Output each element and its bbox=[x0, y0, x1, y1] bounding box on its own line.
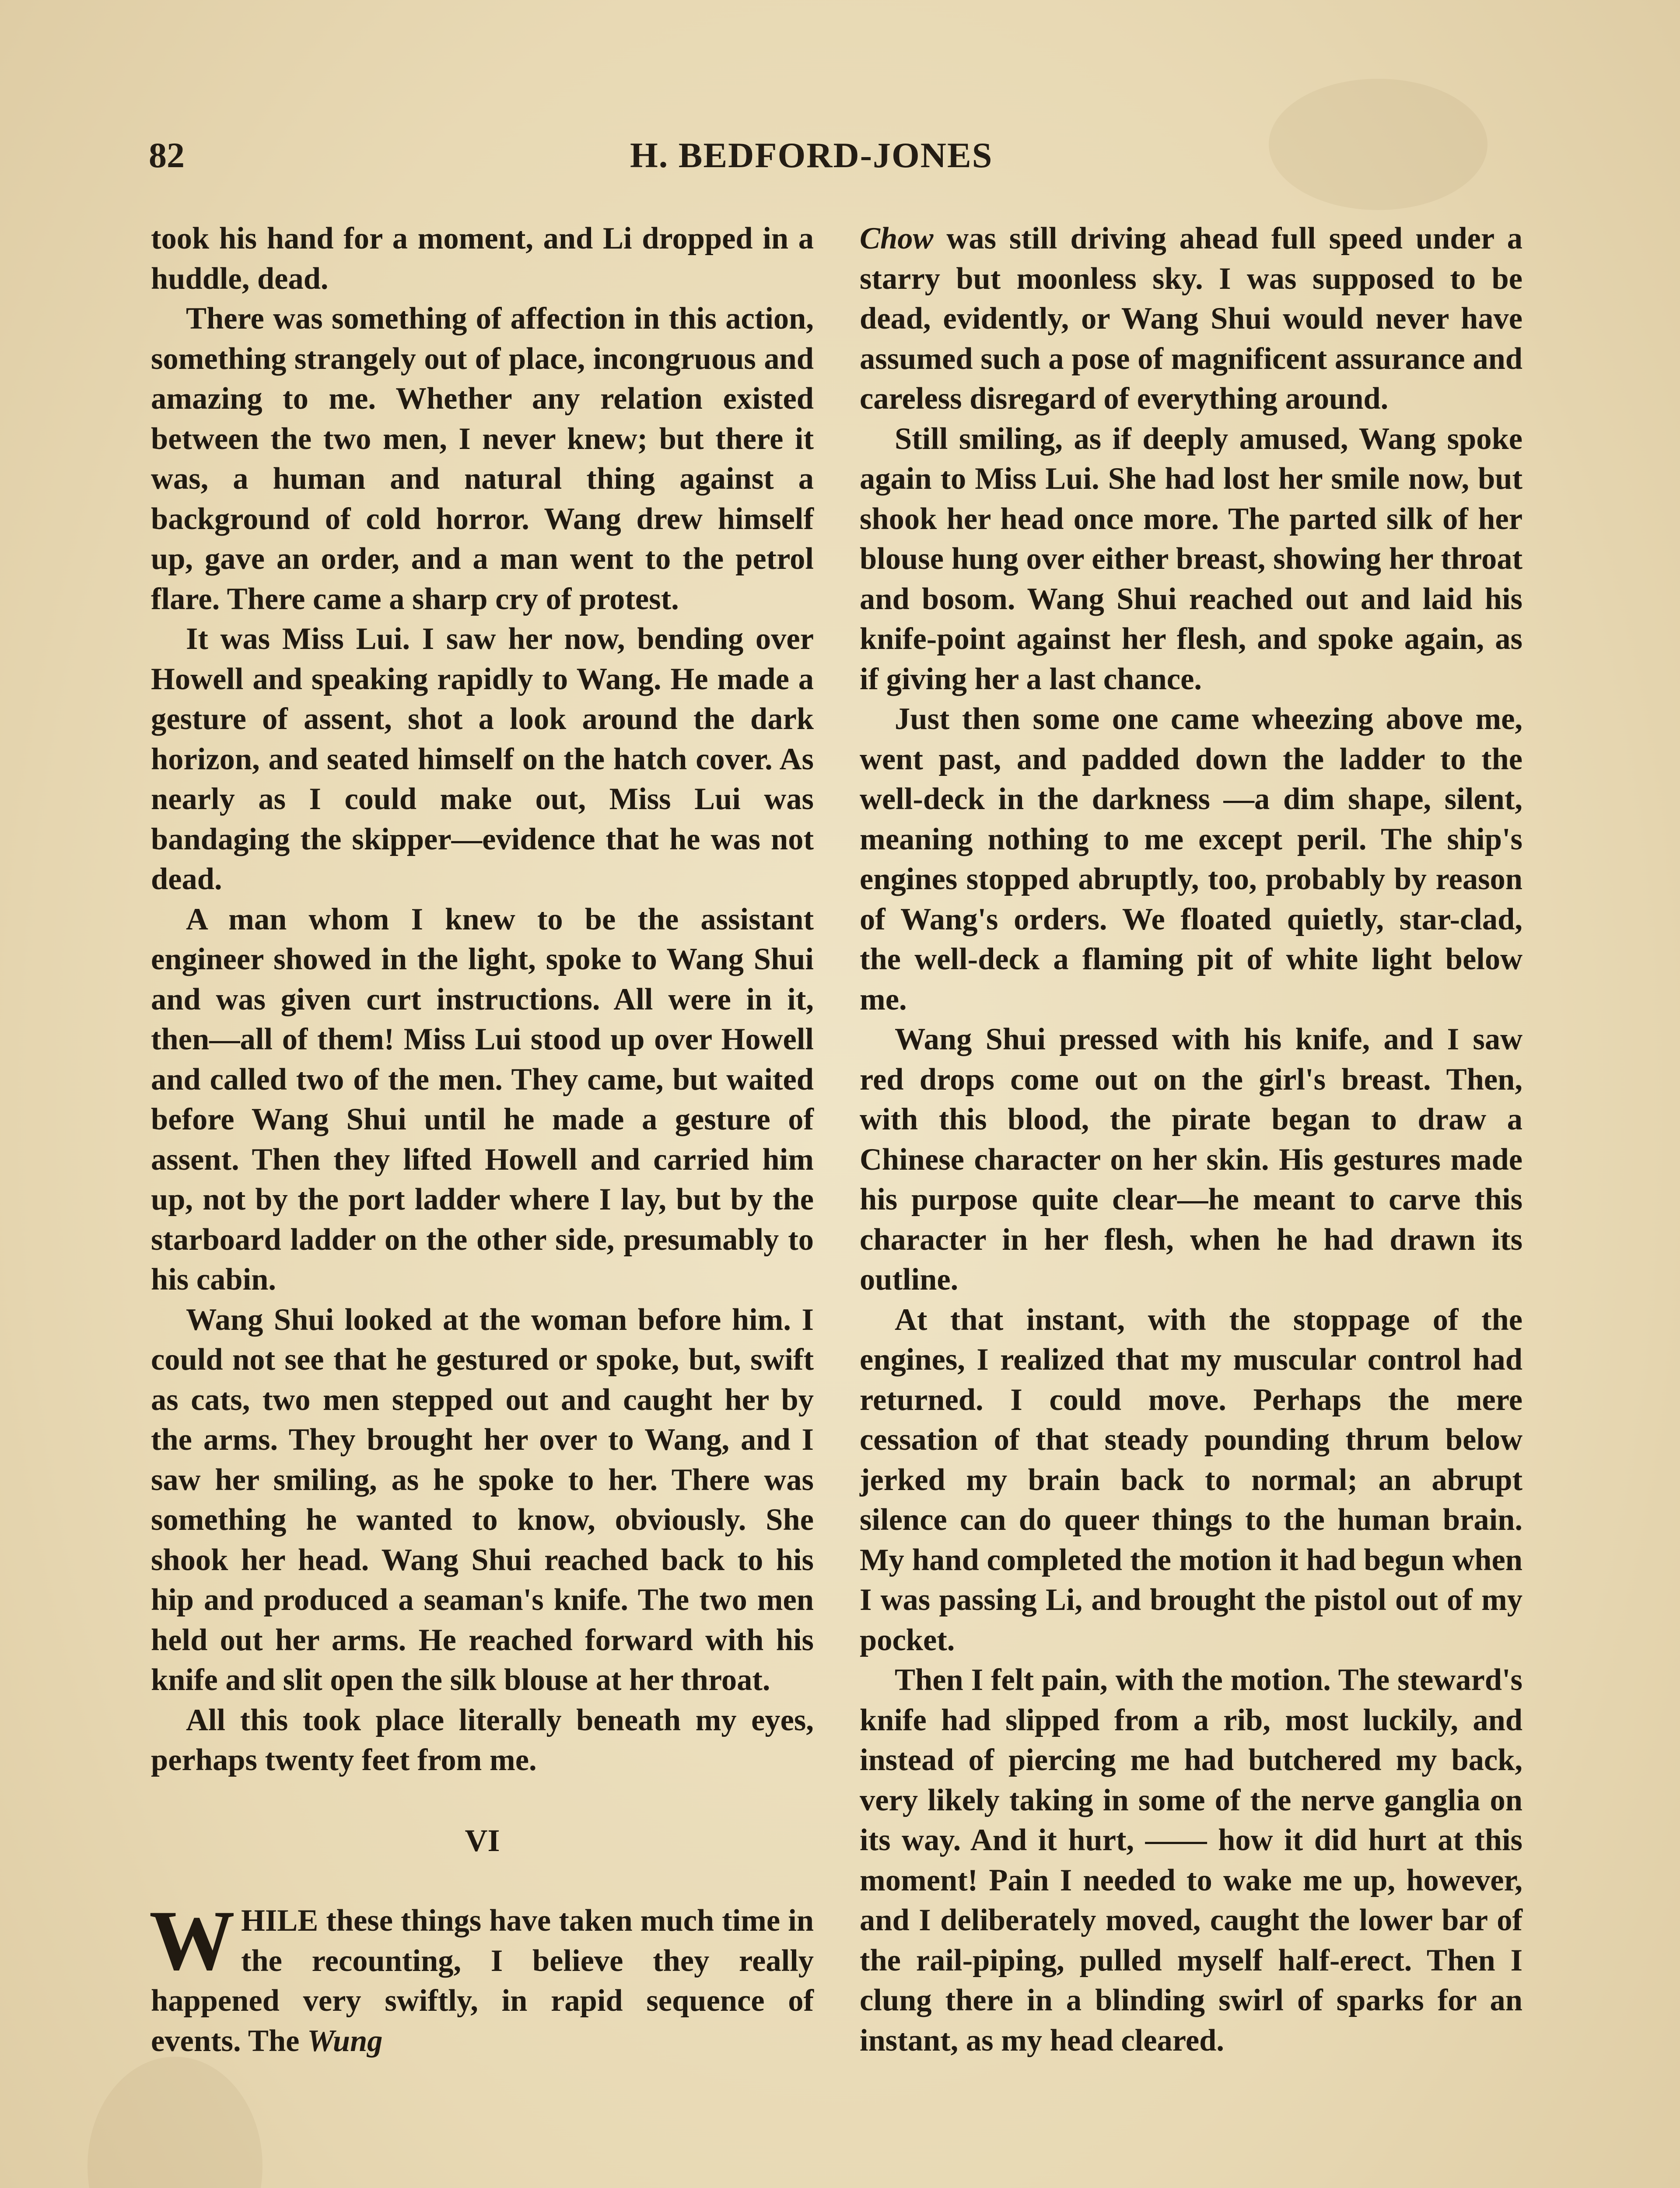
right-column bbox=[860, 219, 1522, 2061]
left-column bbox=[151, 219, 814, 2061]
running-head: H. BEDFORD-JONES bbox=[630, 135, 993, 175]
paragraph: Wang Shui pressed with his knife, and I saw red drops come out on the girl's breast. Then, with this blood, the pirate began to draw a Chinese character on her skin. His gestures made his purpose quite clear—he meant to carve this character in her flesh, when he had drawn its outline. bbox=[860, 1022, 1522, 1297]
paragraph: Still smiling, as if deeply amused, Wang spoke again to Miss Lui. She had lost her smile now, but shook her head once more. The parted silk of her blouse hung over either breast, showing her throat and bosom. Wang Shui reached out and laid his knife-point against her flesh, and spoke again, as if giving her a last chance. bbox=[860, 421, 1522, 696]
paragraph: A man whom I knew to be the assistant engineer showed in the light, spoke to Wang Shui and was given curt instructions. All were in it, then—all of them! Miss Lui stood up over Howell and called two of the men. They came, but waited before Wang Shui until he made a gesture of assent. Then they lifted Howell and carried him up, not by the port ladder where I lay, but by the starboard ladder on the other side, presumably to his cabin. bbox=[151, 902, 814, 1297]
ship-name: Wung bbox=[307, 2023, 383, 2058]
ship-name: Chow bbox=[860, 221, 934, 256]
small-caps-word: HILE bbox=[241, 1904, 318, 1938]
paragraph-text: these things have taken much time in the recounting, I believe they really happened very swiftly, in rapid sequence of events. The bbox=[151, 1904, 814, 2058]
paragraph: It was Miss Lui. I saw her now, bending over Howell and speaking rapidly to Wang. He made a gesture of assent, shot a look around the dark horizon, and seated himself on the hatch cover. As nearly as I could make out, Miss Lui was bandaging the skipper—evidence that he was not dead. bbox=[151, 622, 814, 896]
page-number: 82 bbox=[149, 135, 185, 175]
paragraph: Then I felt pain, with the motion. The steward's knife had slipped from a rib, most luckily, and instead of piercing me had butchered my back, very likely taking in some of the nerve ganglia on its way. And it hurt, —— how it did hurt at this moment! Pain I needed to wake me up, however, and I deliberately moved, caught the lower bar of the rail-piping, pulled myself half-erect. Then I clung there in a blinding swirl of sparks for an instant, as my head cleared. bbox=[860, 1663, 1522, 2058]
paragraph: Just then some one came wheezing above me, went past, and padded down the ladder to the well-deck in the darkness —a dim shape, silent, meaning nothing to me except peril. The ship's engines stopped abruptly, too, probably by reason of Wang's orders. We floated quietly, star-clad, the well-deck a flaming pit of white light below me. bbox=[860, 702, 1522, 1017]
paragraph-with-dropcap bbox=[149, 1893, 814, 2061]
drop-cap: W bbox=[149, 1893, 235, 1988]
paragraph: took his hand for a moment, and Li dropped in a huddle, dead. bbox=[151, 221, 814, 296]
paragraph-text: was still driving ahead full speed under a starry but moonless sky. I was supposed to be dead, evidently, or Wang Shui would never have assumed such a pose of magnificent assurance and careless disregard of everything around. bbox=[860, 221, 1522, 416]
paragraph bbox=[860, 219, 1522, 419]
paragraph: There was something of affection in this action, something strangely out of place, incongruous and amazing to me. Whether any relation existed between the two men, I never knew; but there it was, a human and natural thing against a background of cold horror. Wang drew himself up, gave an order, and a man went to the petrol flare. There came a sharp cry of protest. bbox=[151, 302, 814, 616]
paragraph: All this took place literally beneath my eyes, perhaps twenty feet from me. bbox=[151, 1703, 814, 1777]
section-heading: VI bbox=[465, 1823, 500, 1858]
paragraph: Wang Shui looked at the woman before him. I could not see that he gestured or spoke, but, swift as cats, two men stepped out and caught her by the arms. They brought her over to Wang, and I saw her smiling, as he spoke to her. There was something he wanted to know, obviously. She shook her head. Wang Shui reached back to his hip and produced a seaman's knife. The two men held out her arms. He reached forward with his knife and slit open the silk blouse at her throat. bbox=[151, 1302, 814, 1697]
page-header bbox=[149, 131, 1540, 193]
paragraph: At that instant, with the stoppage of the engines, I realized that my muscular control had returned. I could move. Perhaps the mere cessation of that steady pounding thrum below jerked my brain back to normal; an abrupt silence can do queer things to the human brain. My hand completed the motion it had begun when I was passing Li, and brought the pistol out of my pocket. bbox=[860, 1302, 1522, 1657]
